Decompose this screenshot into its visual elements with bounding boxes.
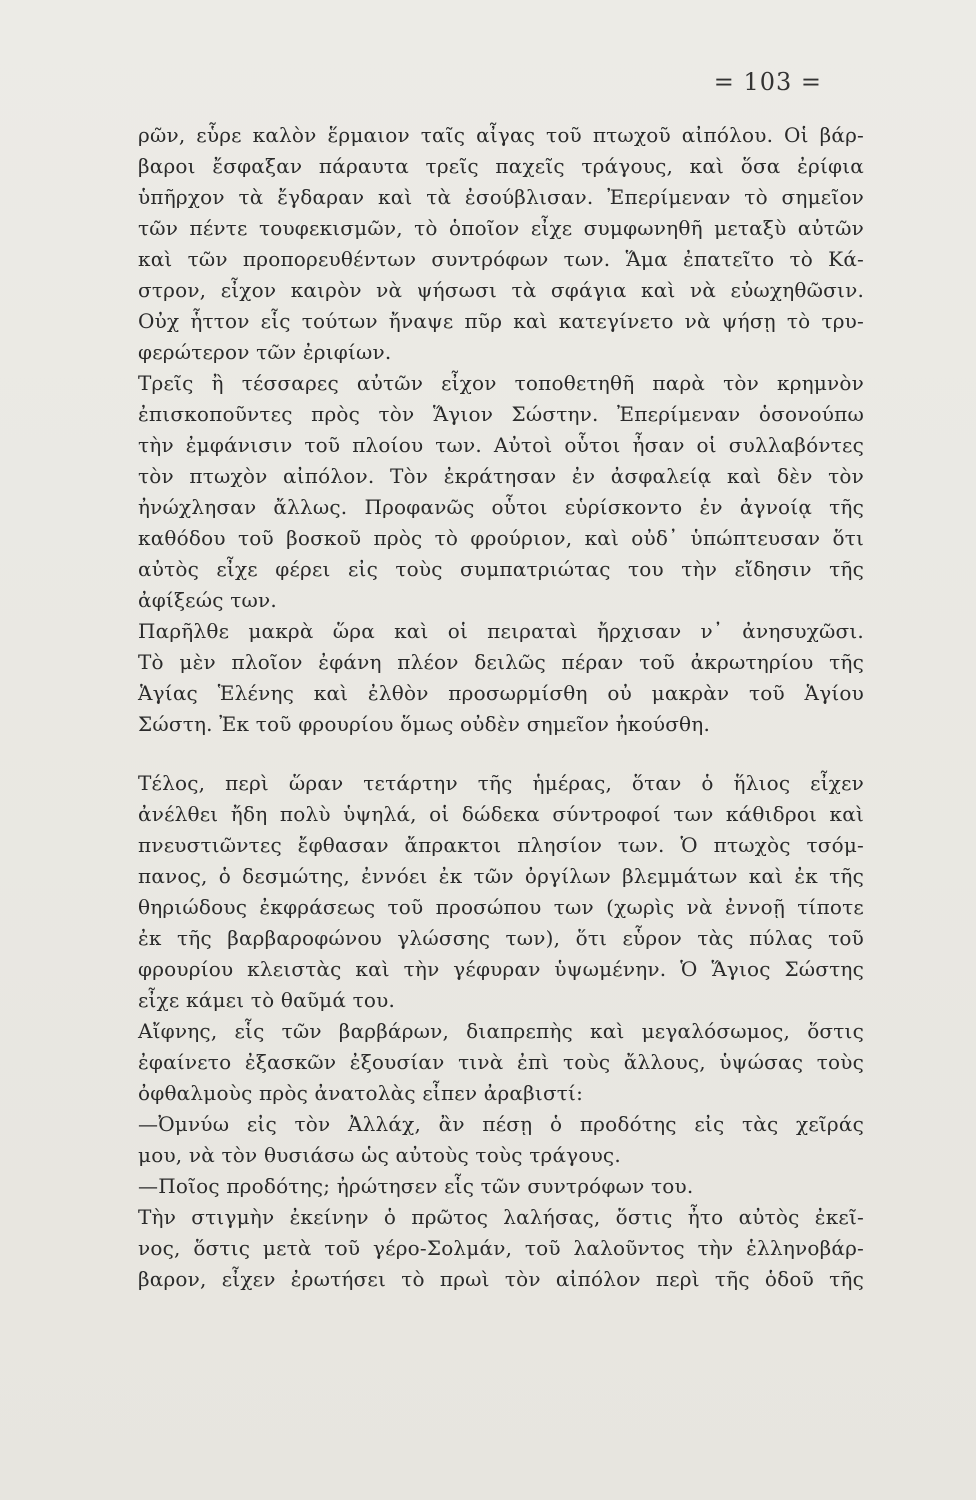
text-line: Τὴν στιγμὴν ἐκείνην ὁ πρῶτος λαλήσας, ὅστις ἦτο αὐτὸς ἐκεῖ-	[138, 1205, 864, 1229]
text-line: τῶν πέντε τουφεκισμῶν, τὸ ὁποῖον εἶχε συμφωνηθῆ μεταξὺ αὐτῶν	[138, 216, 864, 240]
page-number: = 103 =	[713, 68, 822, 96]
text-line: καὶ τῶν προπορευθέντων συντρόφων των. Ἅμα ἐπατεῖτο τὸ Κά-	[138, 247, 864, 271]
text-line: εἶχε κάμει τὸ θαῦμά του.	[138, 988, 396, 1012]
text-line: στρον, εἶχον καιρὸν νὰ ψήσωσι τὰ σφάγια καὶ νὰ εὐωχηθῶσιν.	[138, 278, 864, 302]
text-line: ὑπῆρχον τὰ ἔγδαραν καὶ τὰ ἐσούβλισαν. Ἐπερίμεναν τὸ σημεῖον	[138, 185, 864, 209]
text-line: ἐφαίνετο ἐξασκῶν ἐξουσίαν τινὰ ἐπὶ τοὺς ἄλλους, ὑψώσας τοὺς	[138, 1050, 864, 1074]
text-line: ἠνώχλησαν ἄλλως. Προφανῶς οὗτοι εὑρίσκοντο ἐν ἀγνοίᾳ τῆς	[138, 495, 864, 519]
text-line: —Ποῖος προδότης; ἠρώτησεν εἷς τῶν συντρόφων του.	[138, 1174, 694, 1198]
text-line: βαροι ἔσφαξαν πάραυτα τρεῖς παχεῖς τράγους, καὶ ὅσα ἐρίφια	[138, 154, 864, 178]
text-line: Παρῆλθε μακρὰ ὥρα καὶ οἱ πειραταὶ ἤρχισαν ν᾽ ἀνησυχῶσι.	[138, 619, 864, 643]
text-line: θηριώδους ἐκφράσεως τοῦ προσώπου των (χωρὶς νὰ ἐννοῇ τίποτε	[138, 895, 864, 919]
text-line: Αἴφνης, εἷς τῶν βαρβάρων, διαπρεπὴς καὶ μεγαλόσωμος, ὅστις	[138, 1019, 864, 1043]
text-line: ἀφίξεώς των.	[138, 588, 277, 612]
paragraph-gap	[138, 740, 864, 768]
text-line: βαρον, εἶχεν ἐρωτήσει τὸ πρωὶ τὸν αἰπόλον περὶ τῆς ὁδοῦ τῆς	[138, 1267, 864, 1291]
text-line: ρῶν, εὗρε καλὸν ἕρμαιον ταῖς αἶγας τοῦ πτωχοῦ αἰπόλου. Οἱ βάρ-	[138, 123, 864, 147]
text-line: ὀφθαλμοὺς πρὸς ἀνατολὰς εἶπεν ἀραβιστί:	[138, 1081, 584, 1105]
text-line: πανος, ὁ δεσμώτης, ἐννόει ἐκ τῶν ὀργίλων βλεμμάτων καὶ ἐκ τῆς	[138, 864, 864, 888]
text-line: φερώτερον τῶν ἐριφίων.	[138, 340, 392, 364]
body-text	[138, 120, 864, 1295]
text-line: αὐτὸς εἶχε φέρει εἰς τοὺς συμπατριώτας του τὴν εἴδησιν τῆς	[138, 557, 864, 581]
text-line: νος, ὅστις μετὰ τοῦ γέρο-Σολμάν, τοῦ λαλοῦντος τὴν ἑλληνοβάρ-	[138, 1236, 864, 1260]
text-line: Οὐχ ἧττον εἷς τούτων ἤναψε πῦρ καὶ κατεγίνετο νὰ ψήσῃ τὸ τρυ-	[138, 309, 864, 333]
text-line: πνευστιῶντες ἔφθασαν ἄπρακτοι πλησίον των. Ὁ πτωχὸς τσόμ-	[138, 833, 864, 857]
text-line: Ἁγίας Ἑλένης καὶ ἐλθὸν προσωρμίσθη οὐ μακρὰν τοῦ Ἁγίου	[138, 681, 864, 705]
text-line: Τέλος, περὶ ὥραν τετάρτην τῆς ἡμέρας, ὅταν ὁ ἥλιος εἶχεν	[138, 771, 864, 795]
text-line: ἀνέλθει ἤδη πολὺ ὑψηλά, οἱ δώδεκα σύντροφοί των κάθιδροι καὶ	[138, 802, 864, 826]
text-line: Σώστη. Ἐκ τοῦ φρουρίου ὅμως οὐδὲν σημεῖον ἠκούσθη.	[138, 712, 711, 736]
text-line: τὸν πτωχὸν αἰπόλον. Τὸν ἐκράτησαν ἐν ἀσφαλείᾳ καὶ δὲν τὸν	[138, 464, 864, 488]
text-line: ἐπισκοποῦντες πρὸς τὸν Ἅγιον Σώστην. Ἐπερίμεναν ὁσονούπω	[138, 402, 864, 426]
text-line: καθόδου τοῦ βοσκοῦ πρὸς τὸ φρούριον, καὶ οὐδ᾽ ὑπώπτευσαν ὅτι	[138, 526, 864, 550]
text-line: τὴν ἐμφάνισιν τοῦ πλοίου των. Αὐτοὶ οὗτοι ἦσαν οἱ συλλαβόντες	[138, 433, 864, 457]
text-line: —Ὀμνύω εἰς τὸν Ἀλλάχ, ἂν πέσῃ ὁ προδότης εἰς τὰς χεῖράς	[138, 1112, 864, 1136]
text-line: Τὸ μὲν πλοῖον ἐφάνη πλέον δειλῶς πέραν τοῦ ἀκρωτηρίου τῆς	[138, 650, 864, 674]
text-line: μου, νὰ τὸν θυσιάσω ὡς αὐτοὺς τοὺς τράγους.	[138, 1143, 621, 1167]
text-line: Τρεῖς ἢ τέσσαρες αὐτῶν εἶχον τοποθετηθῆ παρὰ τὸν κρημνὸν	[138, 371, 864, 395]
text-line: ἐκ τῆς βαρβαροφώνου γλώσσης των), ὅτι εὗρον τὰς πύλας τοῦ	[138, 926, 864, 950]
text-line: φρουρίου κλειστὰς καὶ τὴν γέφυραν ὑψωμένην. Ὁ Ἅγιος Σώστης	[138, 957, 864, 981]
